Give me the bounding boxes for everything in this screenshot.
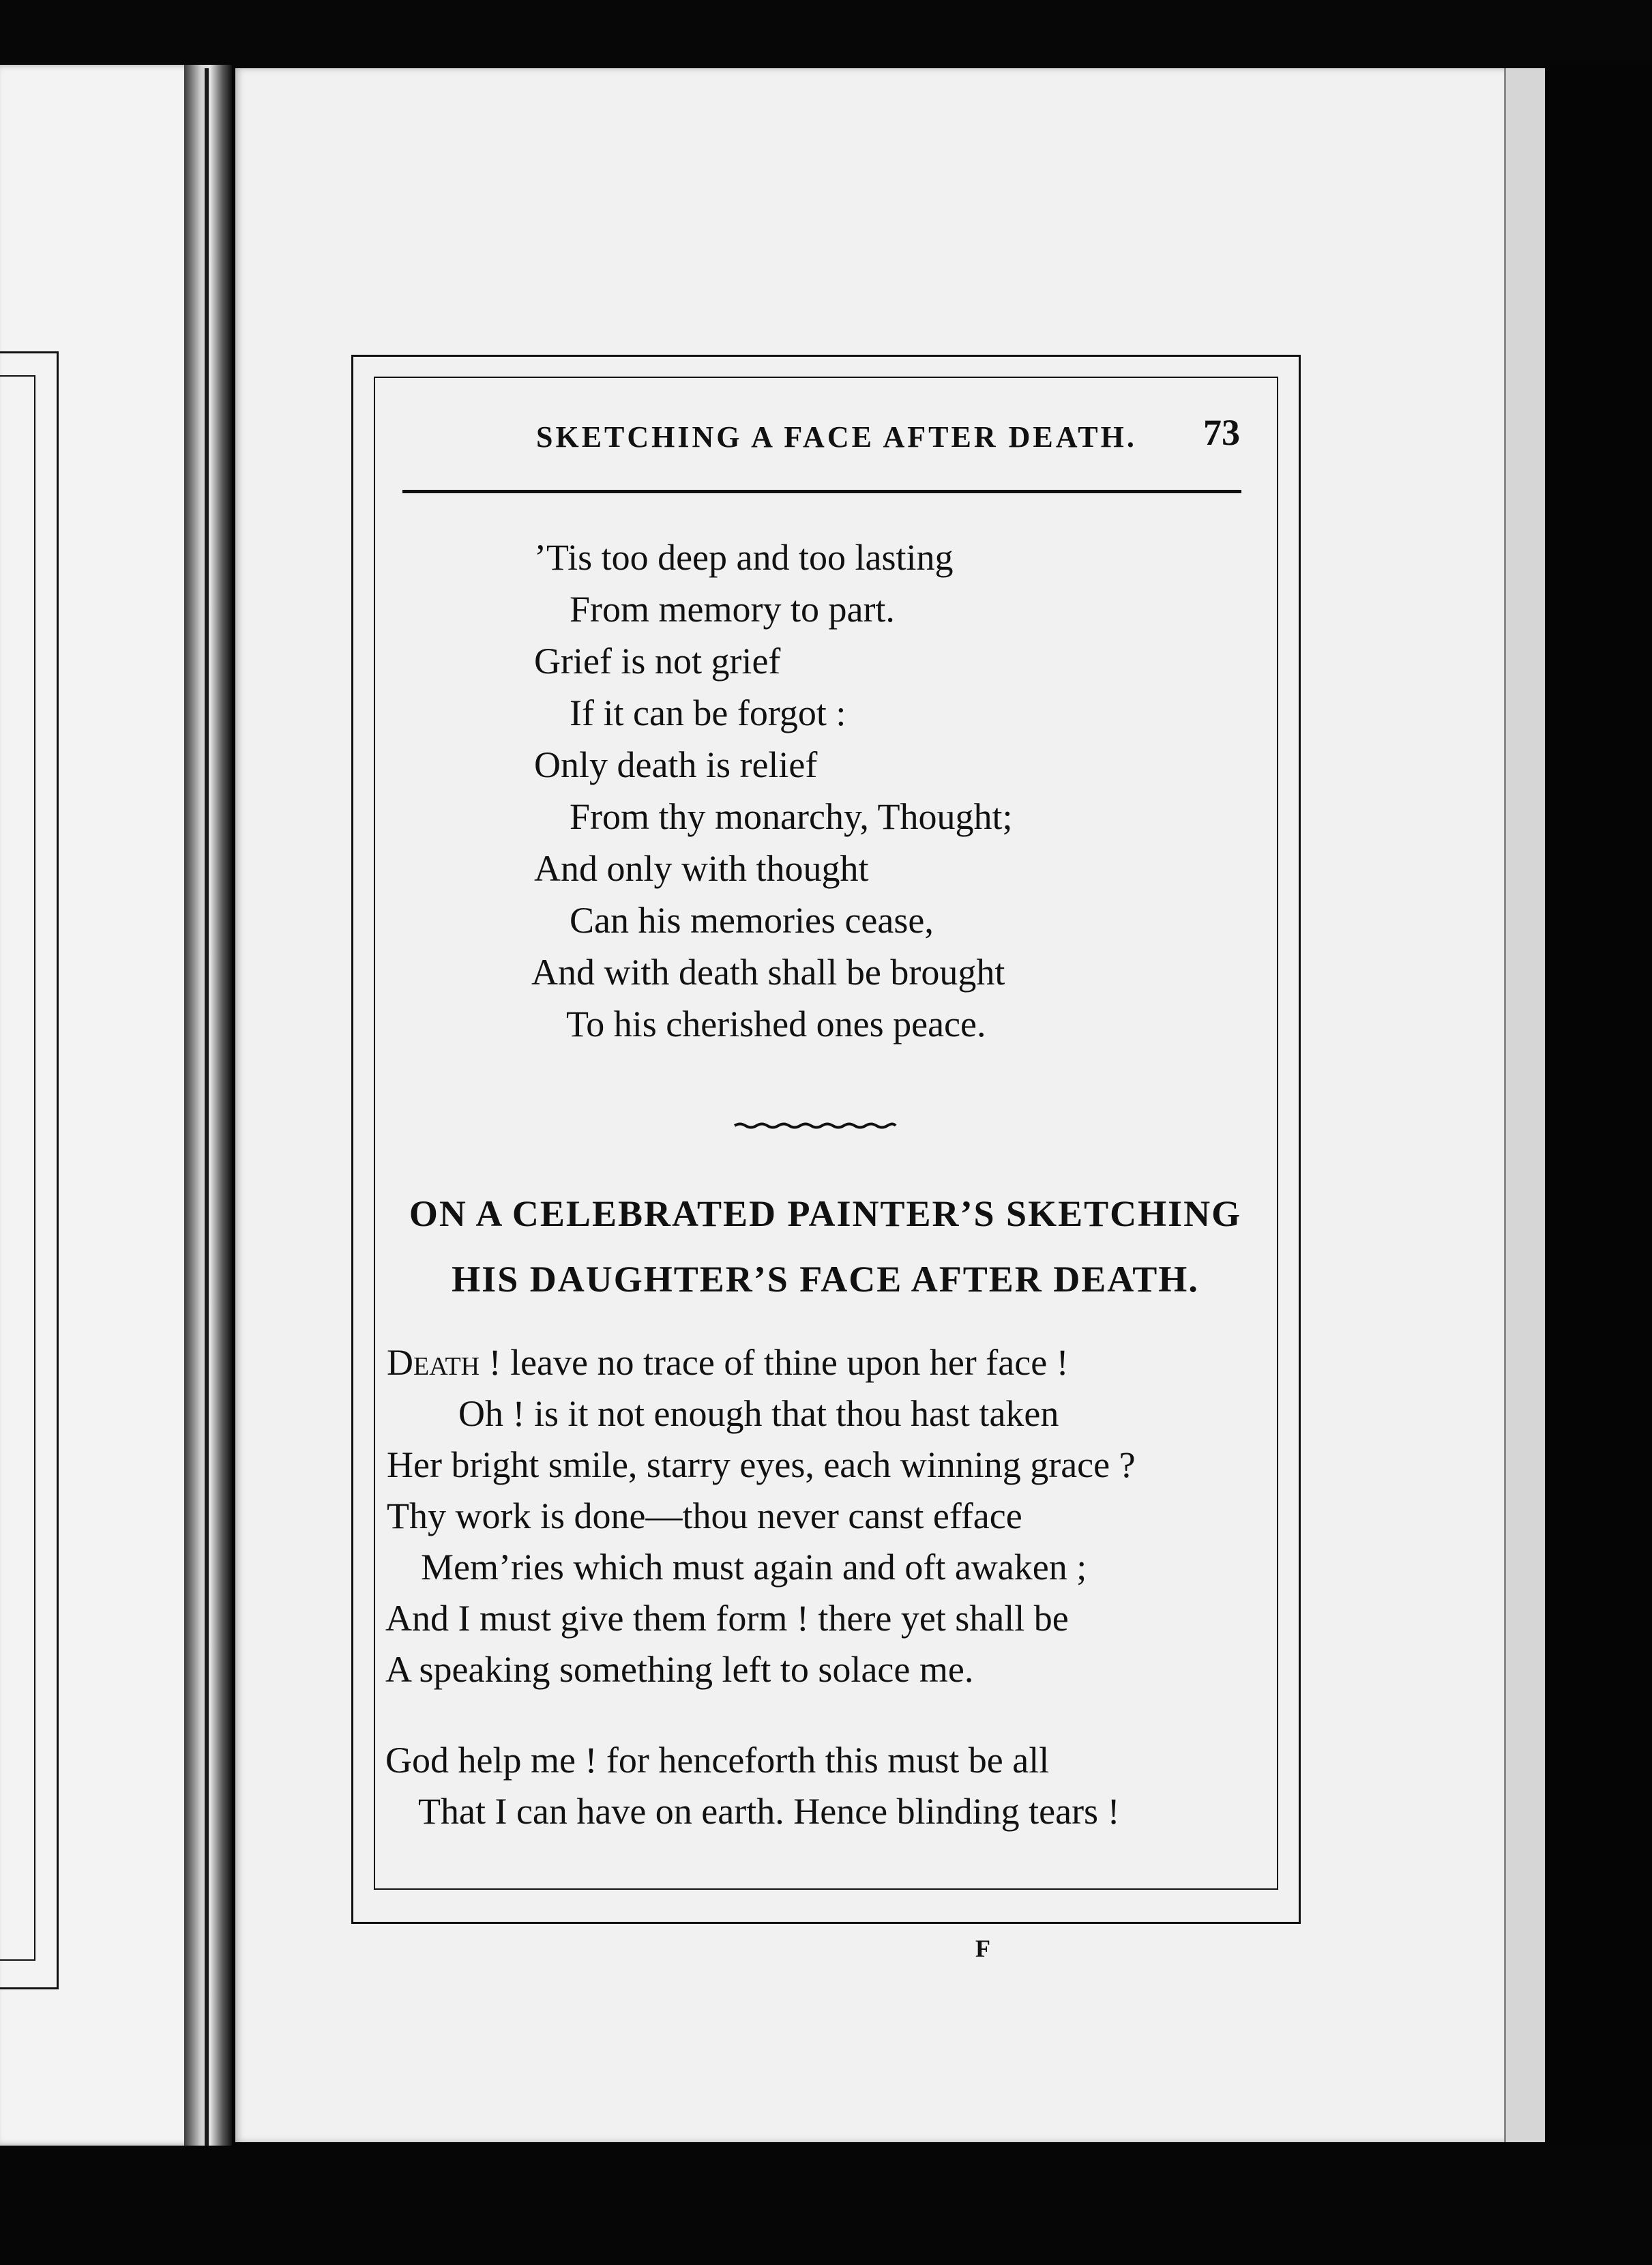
verse-line: Oh ! is it not enough that thou hast taken xyxy=(458,1393,1059,1434)
verse-line: Grief is not grief xyxy=(534,641,781,682)
verse-line: A speaking something left to solace me. xyxy=(385,1649,974,1690)
page-edge-strip xyxy=(1504,68,1547,2142)
verse-line: ’Tis too deep and too lasting xyxy=(534,537,954,578)
verse-line: That I can have on earth. Hence blinding tears ! xyxy=(418,1791,1120,1832)
verse-line: From memory to part. xyxy=(570,589,895,630)
scan-top-band xyxy=(0,0,1652,75)
ornamental-divider xyxy=(733,1121,897,1130)
scan-bottom-border xyxy=(0,2146,1652,2265)
verse-line-text: ! leave no trace of thine upon her face ! xyxy=(480,1342,1069,1383)
verse-line: Mem’ries which must again and oft awaken ; xyxy=(421,1547,1087,1588)
verse-line: From thy monarchy, Thought; xyxy=(570,796,1013,837)
head-rule xyxy=(402,490,1241,493)
verse-line: If it can be forgot : xyxy=(570,692,846,733)
gutter-crease xyxy=(205,68,209,2149)
verse-line: Her bright smile, starry eyes, each winning grace ? xyxy=(387,1444,1136,1485)
verse-line: And I must give them form ! there yet shall be xyxy=(385,1598,1069,1639)
poem-title-line-1: ON A CELEBRATED PAINTER’S SKETCHING xyxy=(409,1193,1242,1234)
verse-line: And only with thought xyxy=(534,848,869,889)
first-word-death: Death xyxy=(387,1342,480,1383)
running-head xyxy=(402,411,1255,466)
page-number: 73 xyxy=(1203,412,1240,453)
left-page-frame-inner xyxy=(0,375,35,1961)
verse-line: God help me ! for henceforth this must be all xyxy=(385,1740,1050,1781)
verse-line-first xyxy=(387,1344,1069,1381)
verse-line: Only death is relief xyxy=(534,744,818,785)
poem-title-line-2: HIS DAUGHTER’S FACE AFTER DEATH. xyxy=(452,1259,1199,1300)
verse-line: Can his memories cease, xyxy=(570,900,934,941)
scan-right-border xyxy=(1545,65,1652,2265)
verse-line: And with death shall be brought xyxy=(531,952,1005,993)
verse-line: To his cherished ones peace. xyxy=(566,1004,986,1044)
running-head-title: SKETCHING A FACE AFTER DEATH. xyxy=(536,420,1137,454)
signature-mark: F xyxy=(975,1935,990,1962)
verse-line: Thy work is done—thou never canst efface xyxy=(387,1495,1022,1536)
